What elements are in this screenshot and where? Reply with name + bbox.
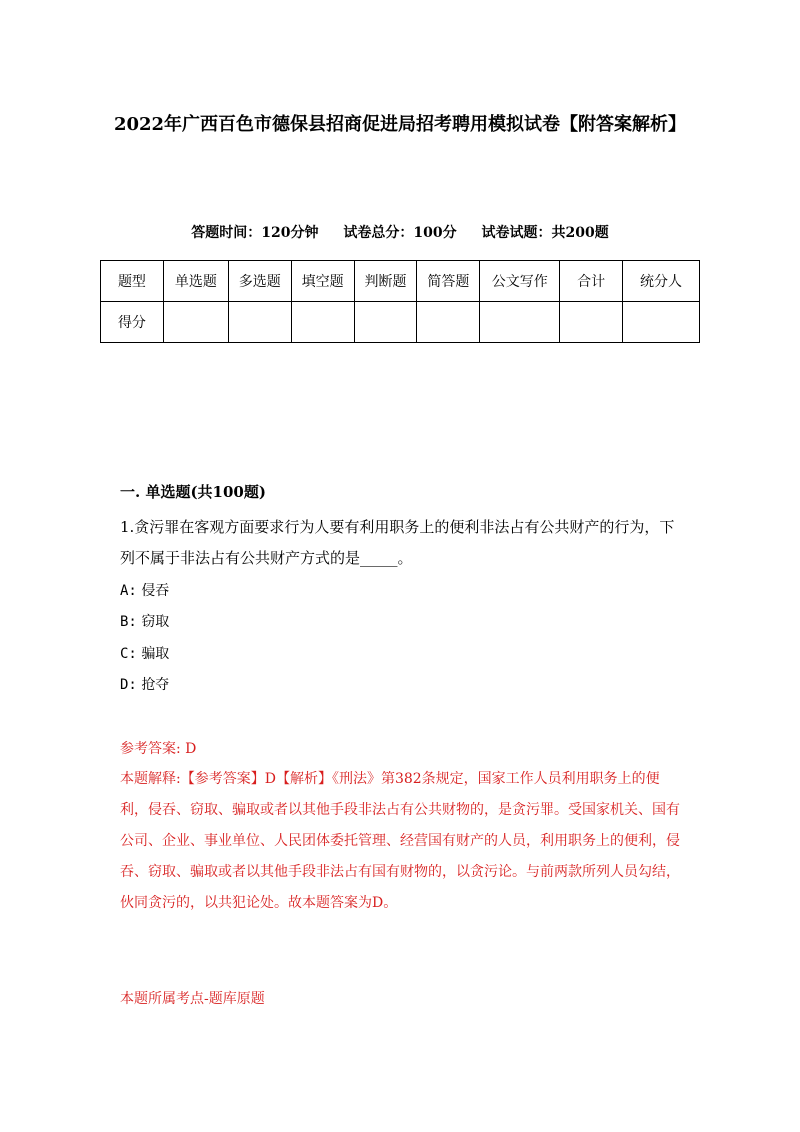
option-b [120,612,169,632]
score-table [100,260,700,343]
score-cell [560,302,623,343]
option-letter: C: [120,646,137,662]
score-cell [417,302,480,343]
option-text: 骗取 [141,646,170,662]
score-cell [354,302,417,343]
answer-explanation: 本题解释:【参考答案】D【解析】《刑法》第382条规定，国家工作人员利用职务上的便利，侵吞、窃取、骗取或者以其他手段非法占有公共财物的，是贪污罪。受国家机关、国有公司、企业、事业单位、人民团体委托管理、经营国有财产的人员，利用职务上的便利，侵吞、窃取、骗取或者以其他手段非法占有国有财物的，以贪污论。与前两款所列人员勾结，伙同贪污的，以共犯论处。故本题答案为D。 [120,771,680,911]
option-text: 窃取 [141,614,170,630]
exam-question-count: 试卷试题：共200题 [481,225,609,241]
score-table-header-cell: 单选题 [163,261,228,302]
score-table-header-cell: 统分人 [623,261,700,302]
option-text: 侵吞 [141,583,170,599]
score-table-score-row [101,302,700,343]
option-letter: D: [120,677,137,693]
score-table-header-cell: 简答题 [417,261,480,302]
score-cell [228,302,291,343]
section-heading: 一. 单选题(共100题) [120,483,266,501]
score-table-header-cell: 公文写作 [480,261,560,302]
score-cell [291,302,354,343]
score-table-header-cell: 填空题 [291,261,354,302]
question-text: 1.贪污罪在客观方面要求行为人要有利用职务上的便利非法占有公共财产的行为，下列不属于非法占有公共财产方式的是_____。 [120,518,675,567]
reference-answer: 参考答案: D [120,741,197,757]
exam-meta [100,222,700,242]
score-table-header-cell: 多选题 [228,261,291,302]
document-title: 2022年广西百色市德保县招商促进局招考聘用模拟试卷【附答案解析】 [113,114,687,135]
option-d [120,675,169,695]
option-letter: A: [120,583,137,599]
score-table-header-row [101,261,700,302]
score-cell [163,302,228,343]
score-table-header-cell: 判断题 [354,261,417,302]
score-cell [623,302,700,343]
score-table-header-cell: 合计 [560,261,623,302]
score-table-header-cell: 题型 [101,261,164,302]
option-a [120,581,169,601]
score-cell [480,302,560,343]
option-text: 抢夺 [141,677,170,693]
exam-total-score: 试卷总分：100分 [343,225,457,241]
option-c [120,644,169,664]
score-row-label: 得分 [101,302,164,343]
option-letter: B: [120,614,137,630]
knowledge-point: 本题所属考点-题库原题 [120,991,265,1007]
exam-time: 答题时间：120分钟 [191,225,319,241]
